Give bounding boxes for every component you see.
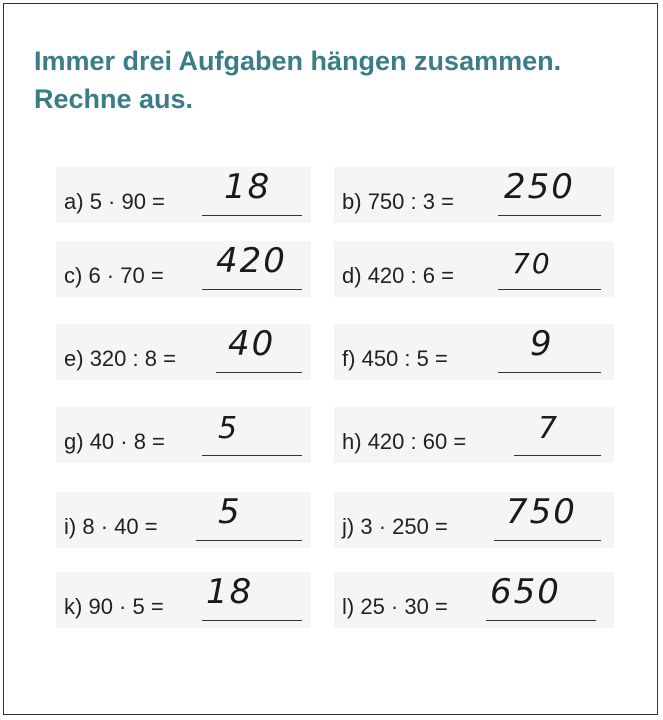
task-expression: 750 : 3 =	[367, 189, 454, 214]
answer-line	[202, 620, 302, 621]
task-expression: 8 · 40 =	[82, 514, 158, 539]
task-expression: 90 · 5 =	[88, 594, 164, 619]
handwritten-answer: 18	[206, 572, 254, 612]
handwritten-answer: 420	[216, 241, 287, 281]
answer-line	[486, 620, 596, 621]
task-label: a)	[64, 189, 84, 214]
handwritten-answer: 750	[506, 492, 577, 532]
answer-line	[216, 372, 302, 373]
task-expression: 40 · 8 =	[89, 429, 165, 454]
answer-line	[494, 540, 601, 541]
task-d	[334, 241, 614, 297]
handwritten-answer: 250	[504, 167, 575, 207]
answer-line	[196, 540, 302, 541]
handwritten-answer: 650	[490, 572, 561, 612]
answer-line	[498, 289, 601, 290]
task-label: f)	[342, 346, 356, 371]
task-l	[334, 572, 614, 628]
task-label: e)	[64, 346, 84, 371]
task-f	[334, 324, 614, 380]
task-expression: 420 : 60 =	[367, 429, 467, 454]
answer-line	[514, 455, 601, 456]
answer-line	[202, 455, 302, 456]
worksheet-frame	[3, 3, 658, 715]
task-expression: 5 · 90 =	[89, 189, 165, 214]
task-b	[334, 167, 614, 223]
handwritten-answer: 5	[218, 411, 240, 446]
answer-line	[202, 215, 302, 216]
task-j	[334, 492, 614, 548]
task-expression: 320 : 8 =	[89, 346, 176, 371]
task-label: h)	[342, 429, 362, 454]
task-label: g)	[64, 429, 84, 454]
instruction-text	[34, 42, 561, 118]
handwritten-answer: 40	[228, 324, 276, 364]
task-expression: 3 · 250 =	[360, 514, 448, 539]
instruction-line-2: Rechne aus.	[34, 84, 194, 114]
handwritten-answer: 9	[530, 324, 554, 364]
task-a	[56, 167, 311, 223]
handwritten-answer: 70	[512, 247, 552, 280]
task-label: d)	[342, 263, 362, 288]
answer-line	[498, 215, 601, 216]
task-c	[56, 241, 311, 297]
task-k	[56, 572, 311, 628]
instruction-line-1: Immer drei Aufgaben hängen zusammen.	[34, 46, 562, 76]
task-expression: 420 : 6 =	[367, 263, 454, 288]
task-label: l)	[342, 594, 355, 619]
answer-line	[498, 372, 601, 373]
task-label: i)	[64, 514, 77, 539]
task-label: j)	[342, 514, 355, 539]
task-g	[56, 407, 311, 463]
handwritten-answer: 7	[538, 411, 560, 446]
task-label: c)	[64, 263, 83, 288]
task-label: b)	[342, 189, 362, 214]
task-expression: 25 · 30 =	[360, 594, 448, 619]
handwritten-answer: 18	[224, 167, 272, 207]
handwritten-answer: 5	[218, 492, 242, 532]
task-h	[334, 407, 614, 463]
task-i	[56, 492, 311, 548]
task-expression: 450 : 5 =	[361, 346, 448, 371]
task-label: k)	[64, 594, 83, 619]
task-expression: 6 · 70 =	[88, 263, 164, 288]
answer-line	[202, 289, 302, 290]
task-e	[56, 324, 311, 380]
